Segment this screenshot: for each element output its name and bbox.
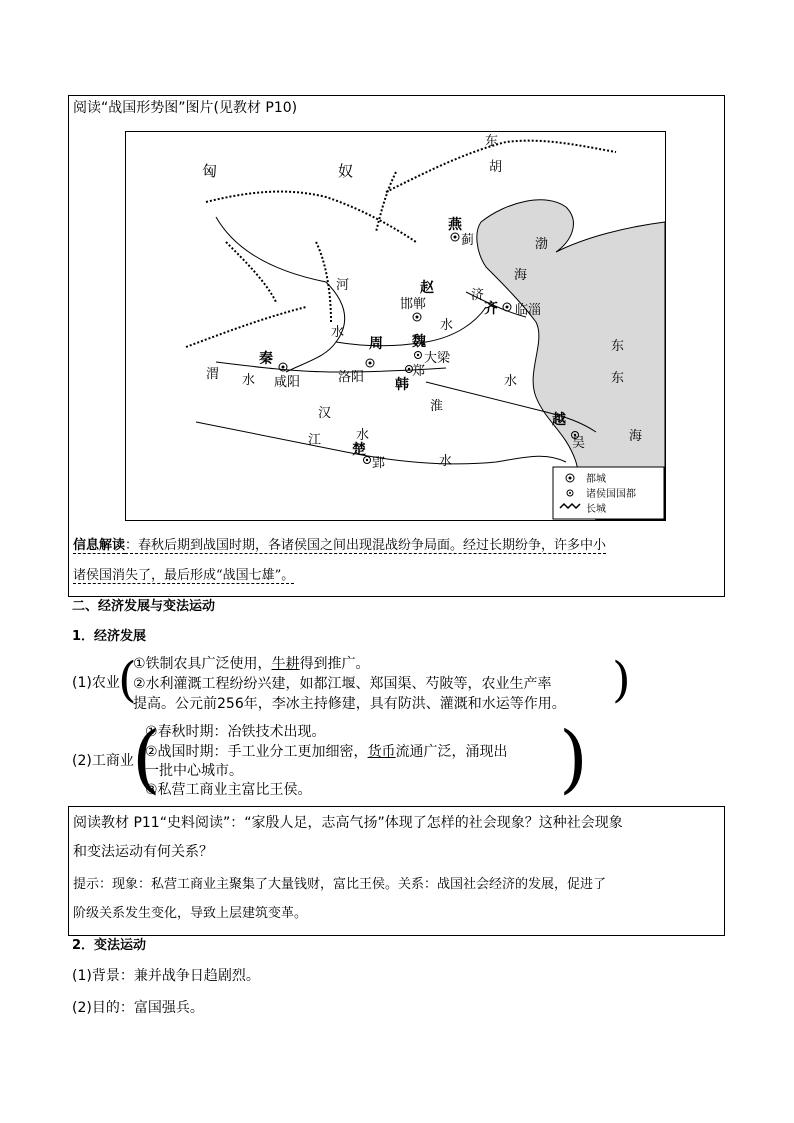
background-line: (1)背景：兼并战争日趋剧烈。	[72, 968, 260, 984]
map-label-he: 河	[336, 278, 350, 293]
map-label-donghu-2: 胡	[489, 160, 503, 175]
agri-line-1-a: ①铁制农具广泛使用，	[133, 656, 272, 672]
map-label-handan: 邯郸	[400, 297, 427, 312]
map-label-zhou: 周	[369, 336, 383, 352]
agri-line-3: 提高。公元前256年，李冰主持修建，具有防洪、灌溉和水运等作用。	[133, 696, 566, 712]
map-drawing	[126, 132, 665, 520]
map-label-shui3: 水	[242, 373, 256, 388]
purpose-line: (2)目的：富国强兵。	[72, 1000, 204, 1016]
agri-brace-right: )	[612, 652, 631, 708]
comm-line-2	[145, 742, 508, 762]
map-label-wu: 吴	[572, 436, 586, 451]
comm-line-2-b: 货币	[367, 744, 396, 760]
agri-line-1	[133, 654, 370, 674]
map-label-shui2: 水	[440, 318, 454, 333]
answer-line-2: 阶级关系发生变化，导致上层建筑变革。	[73, 906, 308, 921]
map-label-luoyang: 洛阳	[338, 370, 365, 385]
map-label-ying: 郢	[372, 456, 386, 471]
map-label-dong: 东	[611, 339, 625, 354]
comm-line-3: 一批中心城市。	[145, 763, 243, 779]
map-label-shui1: 水	[331, 325, 345, 340]
map-label-linzi: 临淄	[515, 303, 542, 318]
map-label-chu: 楚	[352, 442, 366, 458]
map-label-qi: 齐	[484, 301, 498, 317]
map-label-daliang: 大梁	[424, 351, 451, 366]
map-label-bo: 渤	[535, 237, 549, 252]
comm-brace-left: (	[132, 716, 161, 802]
comm-label: (2)工商业	[72, 753, 134, 769]
map-label-jiang: 江	[308, 433, 322, 448]
comm-line-2-a: ②战国时期：手工业分工更加细密，	[145, 744, 368, 760]
section2-sub1: 1．经济发展	[72, 629, 147, 644]
info-label: 信息解读	[73, 538, 126, 553]
section2-heading: 二、经济发展与变法运动	[72, 599, 216, 614]
answer-line-1: 提示：现象：私营工商业主聚集了大量钱财，富比王侯。关系：战国社会经济的发展，促进了	[73, 877, 607, 892]
agri-line-2: ②水利灌溉工程纷纷兴建，如都江堰、郑国渠、芍陂等，农业生产率	[133, 676, 552, 692]
map-label-hai: 海	[514, 268, 528, 283]
info-line-2	[73, 566, 294, 586]
map-label-huai: 淮	[430, 399, 444, 414]
agri-line-1-c: 得到推广。	[299, 656, 370, 672]
map-section-box	[68, 95, 725, 597]
legend-vassal-capital: 诸侯国国都	[586, 489, 636, 500]
map-label-hanshui: 汉	[318, 406, 332, 421]
map-label-ji-river: 济	[471, 288, 485, 303]
map-label-wei: 魏	[412, 334, 426, 350]
map-label-donghu-1: 东	[485, 134, 499, 149]
comm-brace-right: )	[559, 716, 588, 802]
map-label-qin: 秦	[259, 351, 273, 367]
info-text-2: 诸侯国消失了，最后形成“战国七雄”。	[73, 568, 295, 583]
section3-sub2: 2．变法运动	[72, 938, 147, 953]
info-line-1	[73, 536, 606, 556]
comm-line-2-c: 流通广泛，涌现出	[395, 744, 508, 760]
map-label-zheng: 郑	[412, 364, 426, 379]
map-label-dong2: 东	[611, 371, 625, 386]
map-label-xiongnu-2: 奴	[338, 162, 354, 180]
map-label-shui4: 水	[504, 374, 518, 389]
agri-brace-left: (	[118, 652, 137, 708]
agri-line-1-b: 牛耕	[271, 656, 300, 672]
map-label-hai2: 海	[629, 429, 643, 444]
map-label-shui5: 水	[356, 428, 370, 443]
comm-line-1: ①春秋时期：冶铁技术出现。	[145, 724, 326, 740]
agri-label: (1)农业	[72, 675, 120, 691]
map-label-yan: 燕	[448, 217, 462, 233]
map-label-han: 韩	[395, 377, 409, 393]
question-line-1: 阅读教材 P11“史料阅读”：“家殷人足，志高气扬”体现了怎样的社会现象？这种社会现象	[73, 815, 623, 831]
reading-box	[68, 806, 725, 936]
map-label-yue: 越	[552, 412, 566, 428]
comm-line-4: ③私营工商业主富比王侯。	[145, 782, 312, 798]
info-text-1: ：春秋后期到战国时期，各诸侯国之间出现混战纷争局面。经过长期纷争，许多中小	[125, 538, 607, 553]
map-label-zhao: 赵	[420, 280, 434, 296]
map-label-xiongnu-1: 匈	[202, 162, 218, 180]
map-label-ji: 蓟	[461, 233, 475, 248]
legend-capital: 都城	[586, 474, 606, 485]
legend-great-wall: 长城	[586, 504, 606, 515]
map-caption: 阅读“战国形势图”图片(见教材 P10)	[73, 100, 298, 116]
map-label-wei-river: 渭	[206, 367, 220, 382]
map-label-xianyang: 咸阳	[274, 375, 301, 390]
map-label-shui6: 水	[439, 454, 453, 469]
warring-states-map	[125, 131, 666, 521]
question-line-2: 和变法运动有何关系？	[73, 844, 213, 860]
